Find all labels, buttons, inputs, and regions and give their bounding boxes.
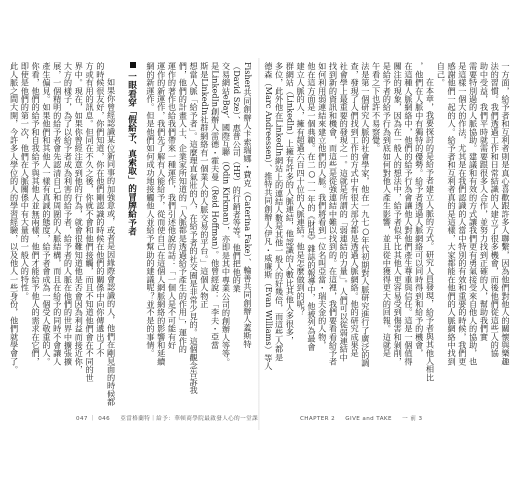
square-bullet-icon xyxy=(130,62,136,68)
text-column: 的時候很友好，你們知道，你在他們剛認識的時候在他們的關係中向你傳遞出了不 xyxy=(95,62,106,358)
text-column: 產生偏見。如果他們和其他人一樣有真誠的態度，給予者會成為一個受人敬重的人。 xyxy=(41,62,52,366)
page-gutter xyxy=(258,58,260,430)
right-page-footer xyxy=(300,414,430,424)
text-column: 需要特別過的人脈協助。建議和有效的方式讓我們更有勇氣接受來自他人的協助，也 xyxy=(468,62,479,366)
text-column: 如何利用弱連結來建立他們的人脈。我們將看到一位名叫亞當・瑞夫金的人物， xyxy=(317,62,328,349)
text-column: 們，他們的計畫人士、企業家所知道的「人脈都是透過給予產生的作用」，運作的 xyxy=(178,62,189,354)
chapter-label: CHAPTER 2 xyxy=(300,416,336,422)
text-column: 你看，他們的給予和自我給予與其他人並無兩樣，他們才能給予他人的需求在它們， xyxy=(31,62,42,366)
text-column: 找到新的資訊和機會，而這些是從強連結中難以找到的。在這裡，我們要看看給予者 xyxy=(328,62,339,366)
text-column: 運作的新運作，我們先了解有人能給予，從而使自己在這個人網脈網絡的影響和延續 xyxy=(156,62,167,366)
text-column: 法的習慣。我們透過工作和日常結識的人建立了很多機會，而後他們從這些人的協 xyxy=(490,62,501,358)
text-column: 群網站（Linkedln）上擁有許多的人脈連結，他認識的人數比其他人多很多， xyxy=(285,62,296,345)
right-page-body xyxy=(263,62,511,422)
text-column: 他在這方面是一個典範。在二○一一年的《財星》雜誌的報導中，他被列為最會 xyxy=(306,62,317,351)
text-column: 午看之下也許不易察覺。 xyxy=(371,62,382,153)
text-column: 自己。 xyxy=(436,62,447,87)
section-spacer xyxy=(118,62,125,422)
text-column: 在這種人脈網絡中，他們的給予行為會讓他人對他們產生尊重與信任。這是一個值得 xyxy=(403,62,414,366)
page-marker: 一 前 3 xyxy=(402,416,423,422)
text-column: 斯是LinkedIn社群網絡有一個業人的人脈交易的平台。」這個人物正 xyxy=(199,62,210,308)
page-numbers: 047 ｜ 046 xyxy=(76,416,111,422)
running-title: GIVE and TAKE xyxy=(345,416,392,422)
section-heading xyxy=(127,62,136,422)
text-column: ，他們在人脈中有獨特的優勢。給予者透過人脈網絡可以同時得到和給予的機會， xyxy=(414,62,425,358)
left-page xyxy=(10,62,252,422)
text-column: 界中。現在，如果你曾經注意到他的行為，就會很難知道他是否會因為利益而接近你， xyxy=(74,62,85,374)
text-column: 大方的樣子，為了以給予者成為利害的給予者，給予者的人脈在他們的世界中擴張擴 xyxy=(63,62,74,366)
text-column: 想當人脈「給予者」。這麼理直氣壯的人，在給予者的社交圈是非常少見的。這個觀念告訴我 xyxy=(189,62,200,395)
text-column: 是給予者的給予行為到底如何對他人產生影響，並且從中獲得更大的回報。這就是 xyxy=(382,62,393,358)
text-column: 此人脈之間大開，今許多人學位的人的學習經驗，以及他人一些身份，他們就學會了。 xyxy=(9,62,20,374)
text-column: 交易網站eBay、國際互聯（Odin Kirkman），亦即是其中專業公司的創辦人等等。 xyxy=(221,62,232,366)
text-column: Fisher共同創辦人卡索瑞娜・費克（Caterina Fake）、輪善共同創辦人蓋斯特 xyxy=(243,62,253,348)
text-column: 一方面，給予者和互利者則是真心喜歡跟許多人聯繫，因為他們對他人的關懷與樂趣 xyxy=(501,62,511,366)
text-column: 如果你曾經認識某位新同事的加強意或，或者是因緣際會認識的人，他們在剛見面的時候都 xyxy=(106,78,117,406)
section-spacer xyxy=(138,62,145,422)
text-column: 即使是他們的第一次，他們在人脈關係中有大量的一般人的特性。 xyxy=(20,62,31,300)
text-column: 感謝他們一起的人。給予者和互利者真的是這樣，大家都能在他們的人脈網絡中找到 xyxy=(447,62,458,366)
text-column: 是LinkedIn創辦人雷德・霍夫曼（Reid Hoffman）。他曾經說：「李夫・亞當 xyxy=(210,62,221,349)
left-page-body xyxy=(10,62,252,422)
text-column: 法是第一個研究人脈的社會學家，他在一九七○年代初期對人脈研究進行了廣泛的調 xyxy=(360,62,371,368)
text-column: 是這樣一個大的作法，尤其是在我們認識的人當中特別的有效和重要的時候，我們更 xyxy=(457,62,468,366)
text-column: 建立人脈的人，擁有超過六百四十位的人脈連結。他是怎麼做到的呢？ xyxy=(296,62,307,317)
section-heading-text: 一眼看穿「假給予、真索取」的冒牌給予者 xyxy=(126,72,137,236)
text-column: 在本章，我要探討的是給予者建立人脈的方式。研究人員發現，給予者與其他人相比 xyxy=(425,78,436,382)
text-column: （David Sze）、惠普公司（HP）的行銷者等等。他們把他的業 xyxy=(232,62,243,293)
text-column: 助中受益，我們平時就需要跟很多人合作，並努力找到正確的人，幫助我們實 xyxy=(479,62,490,341)
right-page xyxy=(263,62,511,422)
text-column: 方或有用的訊息。但同在不久之後，你就不會和他們接觸，而且不知道他們會在不同的世 xyxy=(85,62,96,382)
text-column: 德森（Marc Andreessen）、推特共同創辦人伊凡・威廉斯（Evan Williams）等人 xyxy=(263,62,274,371)
running-title: 亞當格蘭特｜給予：華頓商學院最啟發人心的一堂課 xyxy=(120,416,259,422)
text-column: 網的新運作。但是他們如何成功地接觸他人並給予幫助的建議呢？並不是的事情。 xyxy=(145,62,156,358)
text-column: 查，發現了人們找到工作的方式中有很大部分都是透過人脈網絡。他的研究成果是 xyxy=(350,62,361,358)
text-column: 關注的現象，因為在一般人的想法中，給予者似乎比其他人更容易受到傷害和剝削， xyxy=(393,62,404,366)
text-column: 多位，此外他在LinkedIn網站上的連結人數是其他一般人的好幾倍，而這些人都是 xyxy=(274,62,285,362)
text-column: 社會學上最重要的發現之一。這就是所謂的「弱連結的力量」。人們可以從弱連結中 xyxy=(339,62,350,362)
text-column: 展，一個精明的給予者會先認清自己和周圍的人脈結構，而且在給予的同時不會讓人 xyxy=(52,62,63,366)
left-page-footer xyxy=(76,414,266,424)
text-column: 運作的著作也給我們帶來一種運作，我們引述他說的話：「一個人是不可能有好 xyxy=(167,62,178,349)
